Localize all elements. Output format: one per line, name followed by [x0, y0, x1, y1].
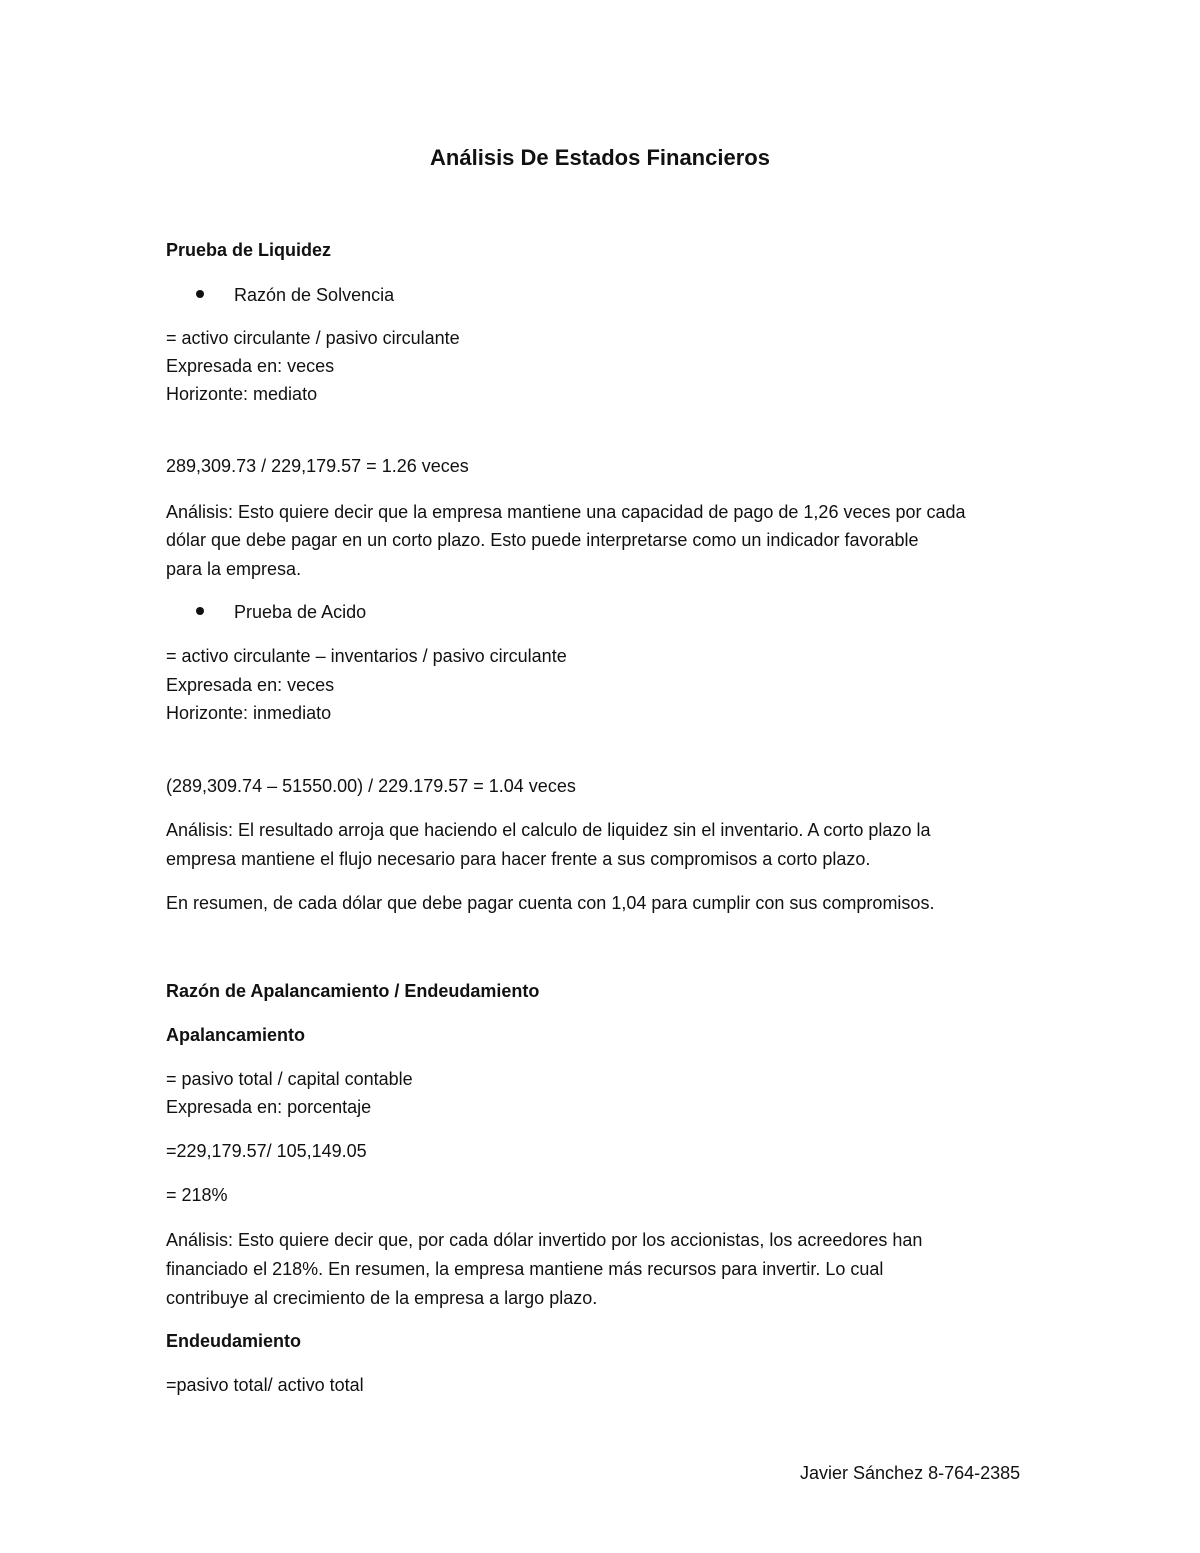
bullet-icon	[196, 607, 204, 615]
acid-analysis-line1	[166, 819, 930, 841]
acid-calculation: (289,309.74 – 51550.00) / 229.179.57 = 1.04 veces	[166, 776, 576, 796]
analysis-label: Análisis:	[166, 820, 234, 840]
solvency-formula: = activo circulante / pasivo circulante	[166, 328, 460, 348]
analysis-label: Análisis:	[166, 1230, 234, 1250]
solvency-expressed: Expresada en: veces	[166, 356, 335, 376]
bullet-icon	[196, 290, 204, 298]
bullet-item-solvency	[196, 284, 394, 306]
endeudamiento-formula: =pasivo total/ activo total	[166, 1375, 364, 1395]
apalancamiento-result: = 218%	[166, 1185, 228, 1205]
acid-formula: = activo circulante – inventarios / pasivo circulante	[166, 646, 567, 666]
section-heading-leverage: Razón de Apalancamiento / Endeudamiento	[166, 981, 540, 1001]
document-title: Análisis De Estados Financieros	[430, 145, 770, 170]
bullet-item-acid	[196, 601, 366, 623]
acid-analysis-line2: empresa mantiene el flujo necesario para hacer frente a sus compromisos a corto plazo.	[166, 849, 871, 869]
acid-expressed: Expresada en: veces	[166, 675, 335, 695]
subheading-apalancamiento: Apalancamiento	[166, 1025, 306, 1045]
apalancamiento-analysis-line2: financiado el 218%. En resumen, la empresa mantiene más recursos para invertir. Lo cual	[166, 1259, 884, 1279]
acid-summary: En resumen, de cada dólar que debe pagar cuenta con 1,04 para cumplir con sus compromisos.	[166, 893, 935, 913]
solvency-calculation: 289,309.73 / 229,179.57 = 1.26 veces	[166, 456, 469, 476]
apalancamiento-calculation: =229,179.57/ 105,149.05	[166, 1141, 367, 1161]
solvency-analysis-line3: para la empresa.	[166, 559, 302, 579]
solvency-analysis-line1	[166, 501, 966, 523]
subheading-endeudamiento: Endeudamiento	[166, 1331, 302, 1351]
analysis-label: Análisis:	[166, 502, 234, 522]
apalancamiento-formula: = pasivo total / capital contable	[166, 1069, 413, 1089]
footer-author: Javier Sánchez 8-764-2385	[800, 1463, 1021, 1483]
analysis-text: El resultado arroja que haciendo el calculo de liquidez sin el inventario. A corto plazo la	[233, 820, 931, 840]
solvency-analysis-line2: dólar que debe pagar en un corto plazo. Esto puede interpretarse como un indicador favorable	[166, 530, 919, 550]
acid-horizon: Horizonte: inmediato	[166, 703, 332, 723]
apalancamiento-analysis-line1	[166, 1229, 922, 1251]
bullet-label: Prueba de Acido	[234, 602, 367, 622]
analysis-text: Esto quiere decir que la empresa mantiene una capacidad de pago de 1,26 veces por cada	[233, 502, 966, 522]
section-heading-liquidity: Prueba de Liquidez	[166, 240, 332, 260]
analysis-text: Esto quiere decir que, por cada dólar invertido por los accionistas, los acreedores han	[233, 1230, 923, 1250]
solvency-horizon: Horizonte: mediato	[166, 384, 318, 404]
apalancamiento-analysis-line3: contribuye al crecimiento de la empresa a largo plazo.	[166, 1288, 598, 1308]
apalancamiento-expressed: Expresada en: porcentaje	[166, 1097, 372, 1117]
bullet-label: Razón de Solvencia	[234, 285, 395, 305]
